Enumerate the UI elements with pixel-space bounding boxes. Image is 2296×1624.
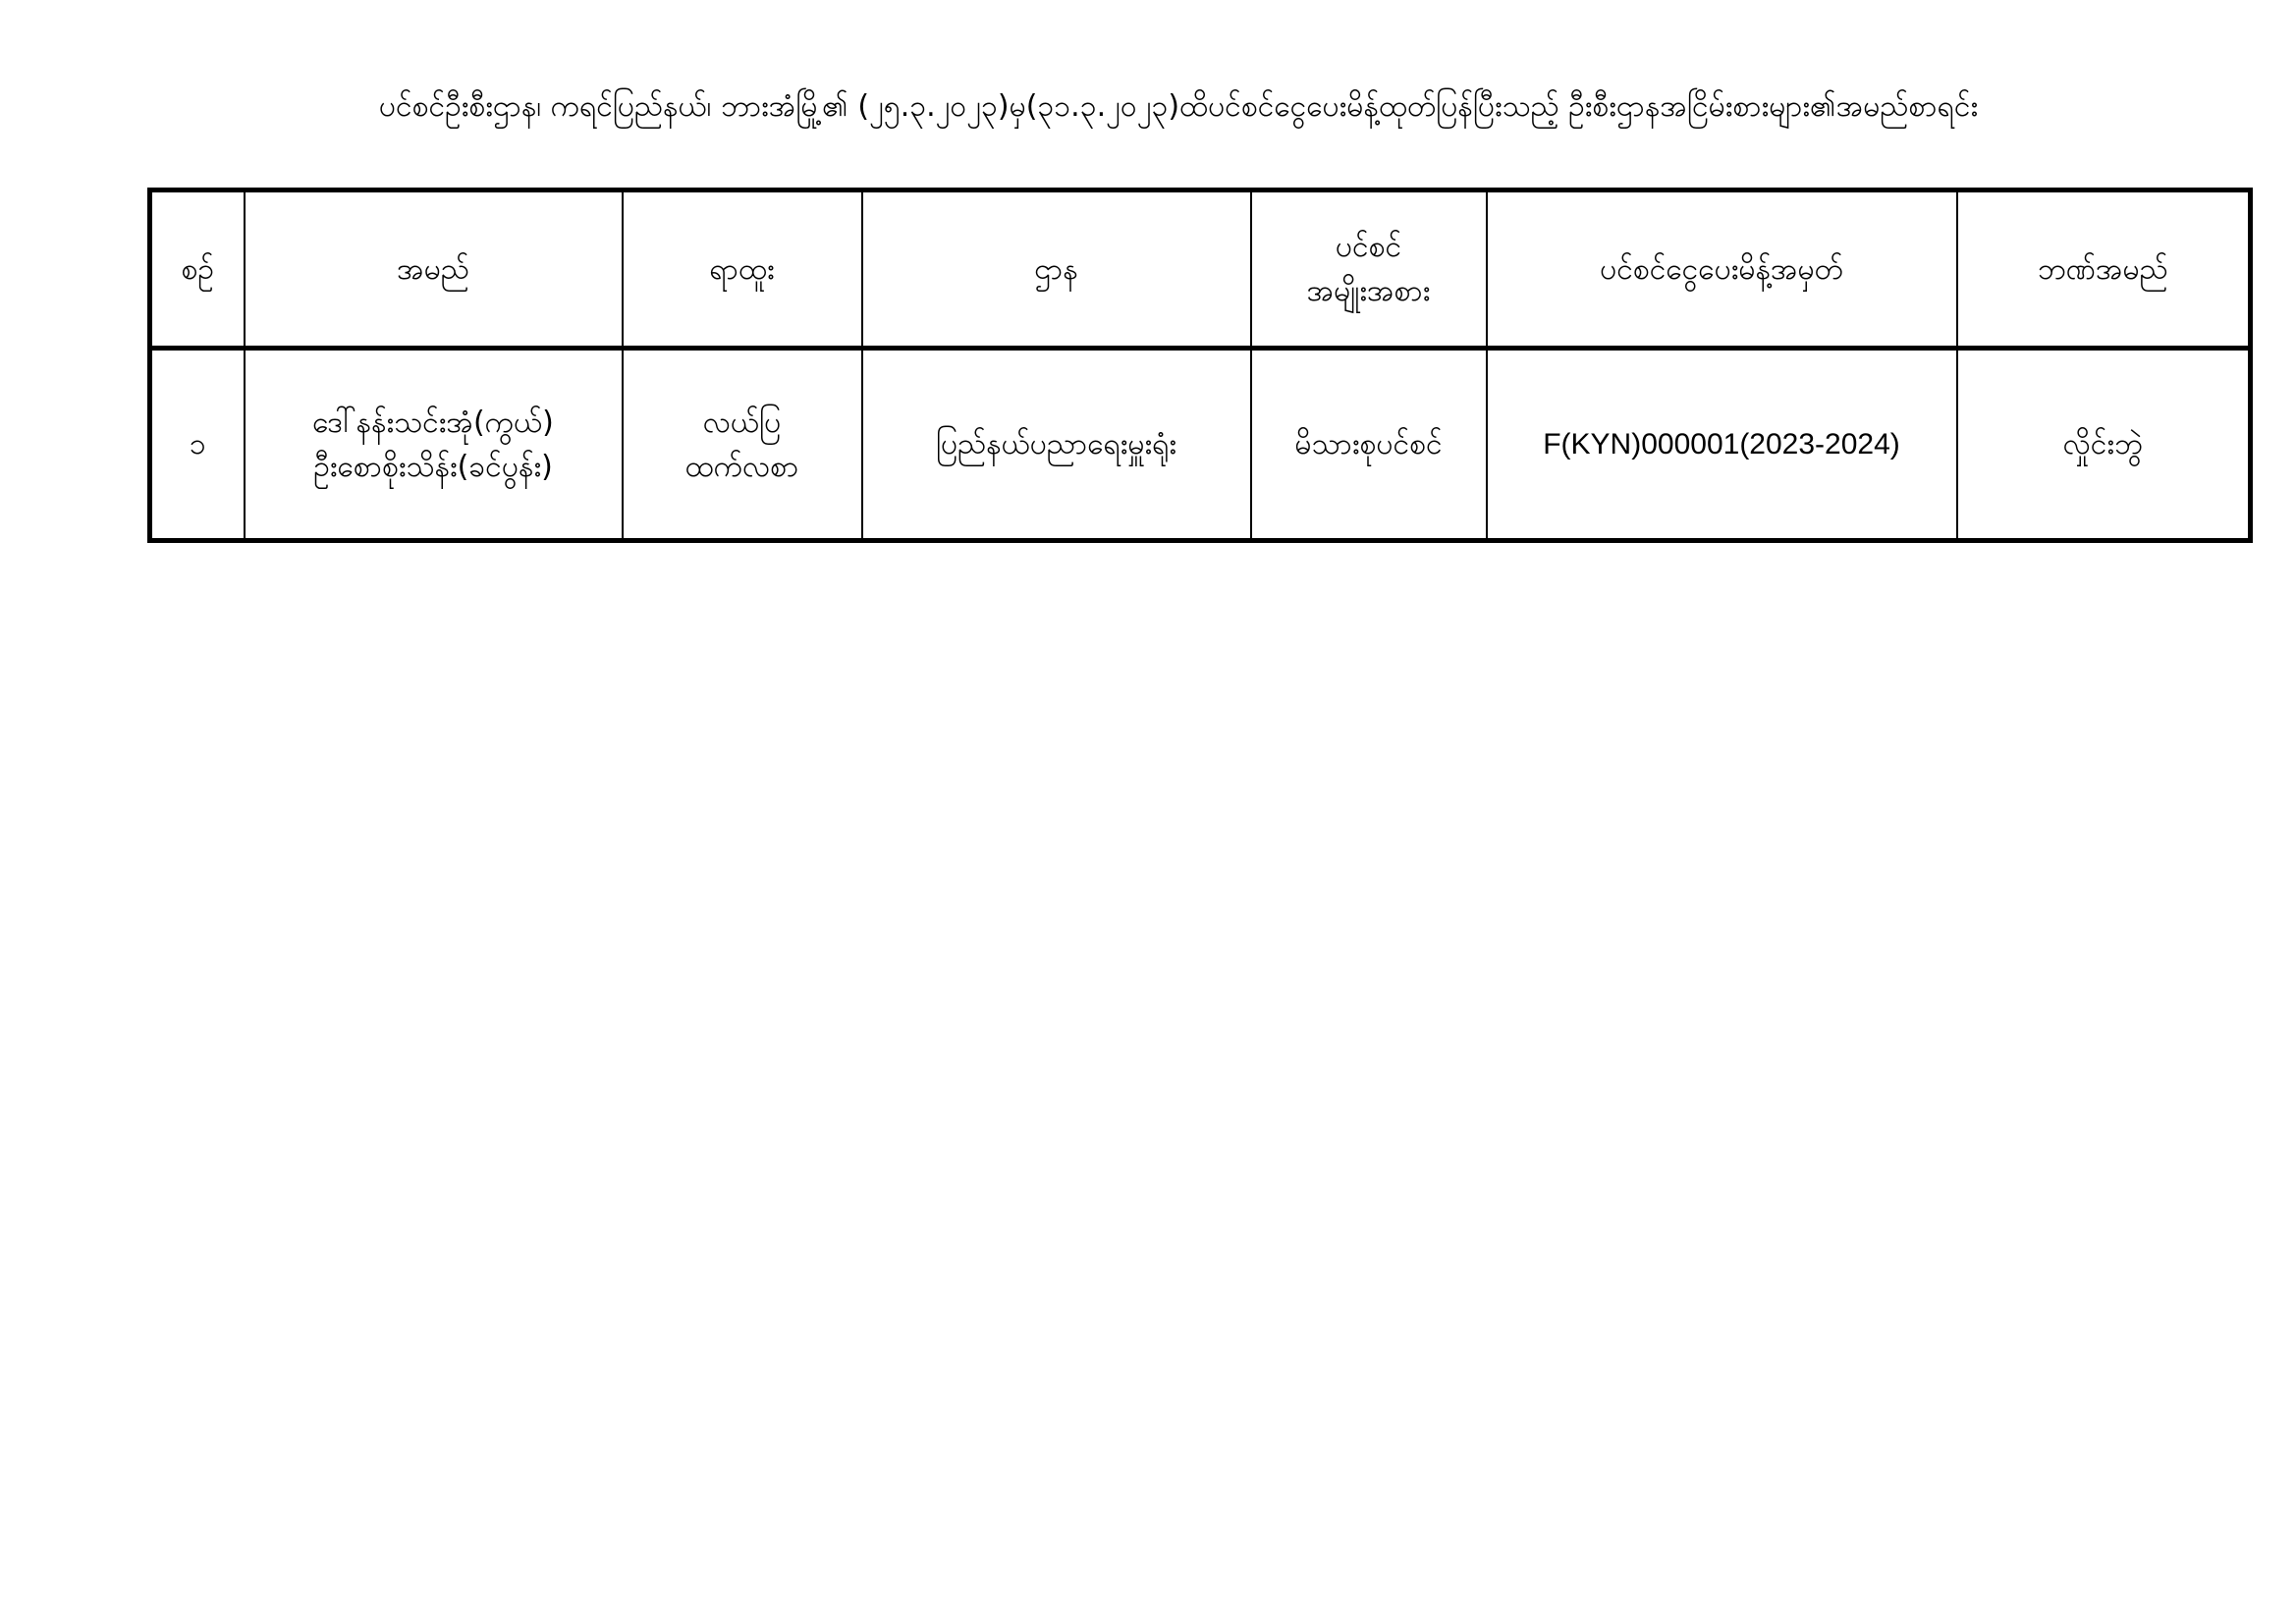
header-no: စဉ်: [150, 190, 245, 349]
header-order-no: ပင်စင်ငွေပေးမိန့်အမှတ်: [1487, 190, 1957, 349]
table-header-row: [150, 190, 2251, 349]
cell-name-line1: ဒေါ်နန်းသင်းအုံ(ကွယ်): [312, 405, 554, 440]
cell-no: ၁: [150, 349, 245, 541]
cell-name: [245, 349, 623, 541]
cell-rank-line2: ထက်လစာ: [684, 449, 799, 484]
header-pension-type-line1: ပင်စင်: [1335, 230, 1402, 264]
header-rank: ရာထူး: [623, 190, 862, 349]
cell-pension-type: မိသားစုပင်စင်: [1251, 349, 1487, 541]
header-name: အမည်: [245, 190, 623, 349]
header-bank: ဘဏ်အမည်: [1957, 190, 2251, 349]
document-title: ပင်စင်ဦးစီးဌာန၊ ကရင်ပြည်နယ်၊ ဘားအံမြို့၏ (၂၅.၃.၂၀၂၃)မှ(၃၁.၃.၂၀၂၃)ထိပင်စင်ငွေပေးမိန့်ထုတ်ပြန်ပြီးသည့် ဦးစီးဌာနအငြိမ်းစားများ၏အမည်စာရင်း: [378, 89, 1979, 124]
header-pension-type: [1251, 190, 1487, 349]
pension-register-table: [147, 188, 2253, 543]
header-pension-type-line2: အမျိုးအစား: [1306, 274, 1431, 308]
cell-name-line2: ဦးစောစိုးသိန်း(ခင်ပွန်း): [313, 449, 553, 484]
cell-department: ပြည်နယ်ပညာရေးမှူးရုံး: [862, 349, 1251, 541]
cell-rank: [623, 349, 862, 541]
header-department: ဌာန: [862, 190, 1251, 349]
cell-order-no: F(KYN)000001(2023-2024): [1487, 349, 1957, 541]
cell-rank-line1: လယ်ပြ: [702, 405, 782, 440]
cell-bank: လှိုင်းဘွဲ: [1957, 349, 2251, 541]
table-row: [150, 349, 2251, 541]
